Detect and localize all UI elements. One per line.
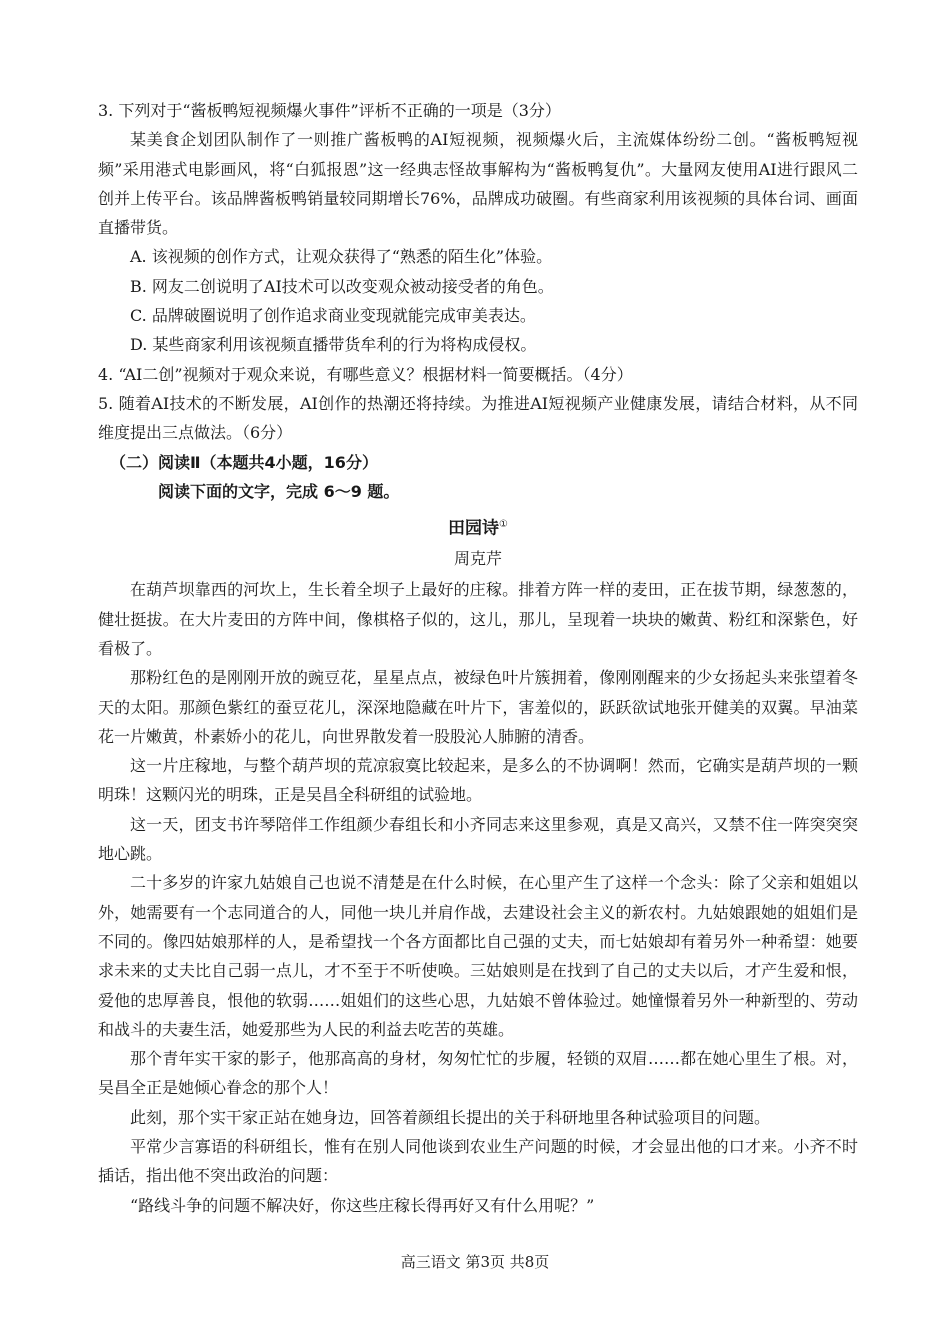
option-c: C. 品牌破圈说明了创作追求商业变现就能完成审美表达。: [130, 306, 536, 326]
section-instruction: 阅读下面的文字，完成 6～9 题。: [158, 481, 400, 501]
question-4: 4. “AI二创”视频对于观众来说，有哪些意义？根据材料一简要概括。（4分）: [98, 364, 633, 384]
page-content: [98, 96, 858, 1220]
option-d: D. 某些商家利用该视频直播带货牟利的行为将构成侵权。: [130, 335, 537, 355]
article-paragraph: 二十多岁的许家九姑娘自己也说不清楚是在什么时候，在心里产生了这样一个念头：除了父亲和姐姐以外，她需要有一个志同道合的人，同他一块儿并肩作战，去建设社会主义的新农村。九姑娘跟她的姐姐们是不同的。像四姑娘那样的人，是希望找一个各方面都比自己强的丈夫，而七姑娘却有着另外一种希望：她要求未来的丈夫比自己弱一点儿，才不至于不听使唤。三姑娘则是在找到了自己的丈夫以后，才产生爱和恨，爱他的忠厚善良，恨他的软弱……姐姐们的这些心思，九姑娘不曾体验过。她憧憬着另外一种新型的、劳动和战斗的夫妻生活，她爱那些为人民的利益去吃苦的英雄。: [98, 873, 858, 1039]
article-paragraph: 此刻，那个实干家正站在她身边，回答着颜组长提出的关于科研地里各种试验项目的问题。: [130, 1107, 771, 1127]
article-paragraph: “路线斗争的问题不解决好，你这些庄稼长得再好又有什么用呢？”: [130, 1195, 595, 1215]
article-paragraph: 在葫芦坝靠西的河坎上，生长着全坝子上最好的庄稼。排着方阵一样的麦田，正在拔节期，绿葱葱的，健壮挺拔。在大片麦田的方阵中间，像棋格子似的，这儿，那儿，呈现着一块块的嫩黄、粉红和深紫色，好看极了。: [98, 580, 858, 658]
article-paragraph: 那粉红色的是刚刚开放的豌豆花，星星点点，被绿色叶片簇拥着，像刚刚醒来的少女扬起头来张望着冬天的太阳。那颜色紫红的蚕豆花儿，深深地隐藏在叶片下，害羞似的，跃跃欲试地张开健美的双翼。早油菜花一片嫩黄，朴素娇小的花儿，向世界散发着一股股沁人肺腑的清香。: [98, 668, 858, 746]
article-title-text: 田园诗: [448, 518, 500, 539]
footnote-mark: ①: [499, 519, 508, 531]
question-3-stem: 3. 下列对于“酱板鸭短视频爆火事件”评析不正确的一项是（3分）: [98, 101, 561, 120]
article-paragraph: 这一天，团支书许琴陪伴工作组颜少春组长和小齐同志来这里参观，真是又高兴，又禁不住一阵突突突地心跳。: [98, 814, 858, 864]
section-heading: （二）阅读Ⅱ（本题共4小题，16分）: [110, 452, 378, 472]
question-3-material: 某美食企划团队制作了一则推广酱板鸭的AI短视频，视频爆火后，主流媒体纷纷二创。“酱板鸭短视频”采用港式电影画风，将“白狐报恩”这一经典志怪故事解构为“酱板鸭复仇”。大量网友使用AI进行跟风二创并上传平台。该品牌酱板鸭销量较同期增长76%，品牌成功破圈。有些商家利用该视频的具体台词、画面直播带货。: [98, 130, 858, 238]
option-a: A. 该视频的创作方式，让观众获得了“熟悉的陌生化”体验。: [130, 247, 553, 267]
page-footer: 高三语文 第3页 共8页: [400, 1253, 550, 1271]
article-paragraph: 平常少言寡语的科研组长，惟有在别人同他谈到农业生产问题的时候，才会显出他的口才来。小齐不时插话，指出他不突出政治的问题：: [98, 1137, 858, 1186]
option-b: B. 网友二创说明了AI技术可以改变观众被动接受者的角色。: [130, 276, 554, 296]
article-author: 周克芹: [453, 549, 502, 569]
article-title: [98, 510, 858, 544]
question-5: 5. 随着AI技术的不断发展，AI创作的热潮还将持续。为推进AI短视频产业健康发展，请结合材料，从不同维度提出三点做法。（6分）: [98, 393, 858, 443]
article-paragraph: 这一片庄稼地，与整个葫芦坝的荒凉寂寞比较起来，是多么的不协调啊！然而，它确实是葫芦坝的一颗明珠！这颗闪光的明珠，正是吴昌全科研组的试验地。: [98, 756, 858, 805]
article-paragraph: 那个青年实干家的影子，他那高高的身材，匆匆忙忙的步履，轻锁的双眉……都在她心里生了根。对，吴昌全正是她倾心眷念的那个人！: [98, 1049, 858, 1098]
